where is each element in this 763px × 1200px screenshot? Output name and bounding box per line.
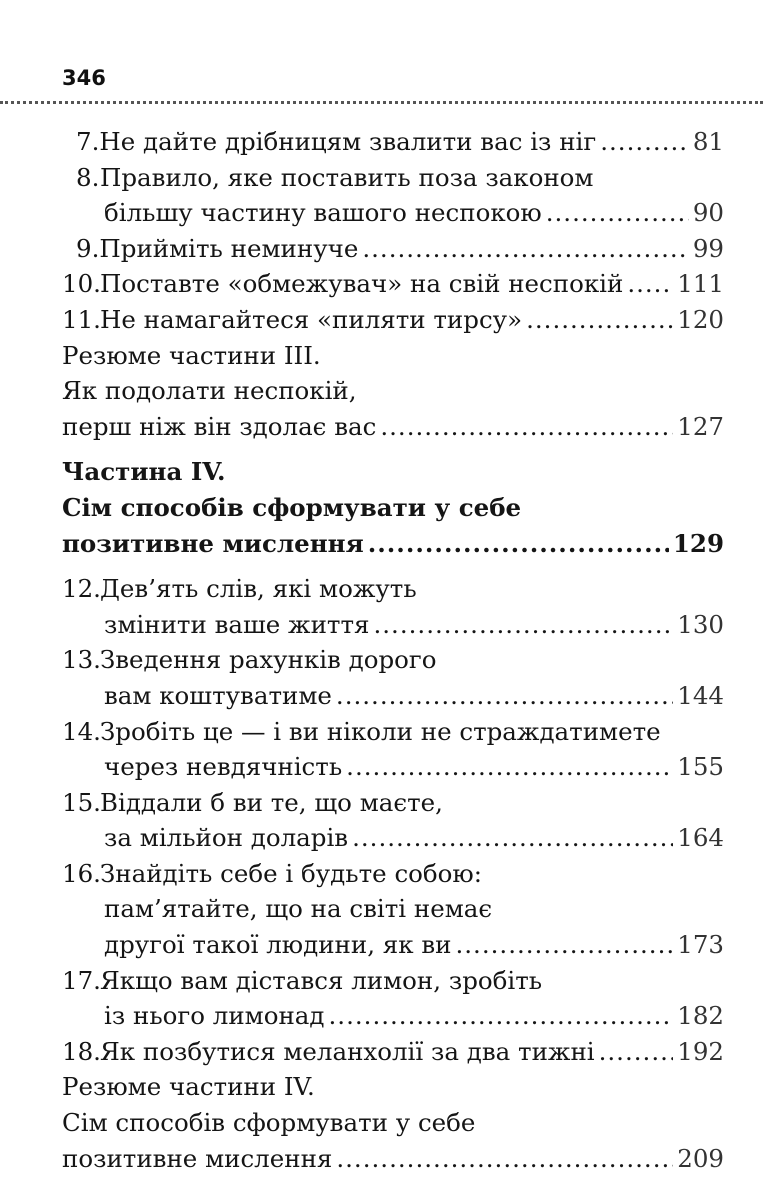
toc-entry bbox=[62, 1034, 724, 1070]
entry-page: 81 bbox=[692, 127, 724, 156]
dot-leader bbox=[455, 927, 673, 963]
part-heading bbox=[62, 454, 724, 490]
entry-title: Резюме частини IV. bbox=[62, 1072, 315, 1102]
toc-entry-continuation bbox=[62, 998, 724, 1034]
entry-page: 209 bbox=[677, 1143, 724, 1173]
toc-entry bbox=[62, 160, 724, 196]
entry-title: змінити ваше життя bbox=[104, 609, 370, 639]
part-label: Частина IV. bbox=[62, 457, 226, 487]
part-summary-title bbox=[62, 409, 724, 445]
dot-leader bbox=[600, 124, 689, 160]
entry-title: більшу частину вашого неспокою bbox=[104, 198, 542, 228]
entry-title: Не дайте дрібницям звалити вас із ніг bbox=[99, 127, 597, 156]
entry-number: 14. bbox=[62, 716, 101, 746]
toc-entry bbox=[62, 963, 724, 999]
toc-entry bbox=[62, 642, 724, 678]
dot-leader bbox=[380, 409, 673, 445]
entry-title: Як позбутися меланхолії за два тижні bbox=[100, 1036, 595, 1066]
entry-page: 155 bbox=[677, 752, 724, 782]
entry-page: 182 bbox=[677, 1001, 724, 1031]
dot-leader bbox=[336, 1141, 673, 1177]
dot-leader bbox=[346, 749, 673, 785]
entry-title: Якщо вам дістався лимон, зробіть bbox=[100, 965, 543, 995]
entry-number: 10. bbox=[62, 269, 101, 299]
dot-leader bbox=[352, 820, 673, 856]
entry-title: Дев’ять слів, які можуть bbox=[100, 574, 417, 604]
page-number: 346 bbox=[62, 66, 106, 90]
dot-leader bbox=[526, 302, 673, 338]
toc-entry bbox=[62, 785, 724, 821]
toc-entry-continuation bbox=[62, 820, 724, 856]
part-heading bbox=[62, 526, 724, 562]
entry-title: Зведення рахунків дорого bbox=[100, 645, 437, 675]
dot-leader bbox=[336, 678, 673, 714]
toc-entry-continuation bbox=[62, 195, 724, 231]
toc-entry bbox=[62, 302, 724, 338]
toc-entry bbox=[62, 124, 724, 160]
entry-page: 144 bbox=[677, 680, 724, 710]
entry-page: 173 bbox=[677, 930, 724, 960]
entry-title: Резюме частини III. bbox=[62, 340, 321, 370]
entry-title: Віддали б ви те, що маєте, bbox=[100, 787, 443, 817]
entry-title: Зробіть це — і ви ніколи не страждатимете bbox=[100, 716, 661, 746]
table-of-contents bbox=[62, 124, 724, 1176]
entry-number: 9. bbox=[76, 233, 100, 263]
entry-title: за мільйон доларів bbox=[104, 823, 349, 853]
entry-number: 11. bbox=[62, 304, 101, 334]
entry-page: 90 bbox=[692, 198, 724, 228]
toc-entry bbox=[62, 231, 724, 267]
part-summary-title bbox=[62, 1141, 724, 1177]
entry-title: Знайдіть себе і будьте собою: bbox=[100, 858, 482, 888]
entry-number: 17. bbox=[62, 965, 101, 995]
entry-title: Правило, яке поставить поза законом bbox=[100, 162, 594, 192]
header-dotted-rule bbox=[0, 101, 763, 104]
dot-leader bbox=[362, 231, 688, 267]
entry-title: Прийміть неминуче bbox=[99, 233, 359, 263]
entry-number: 15. bbox=[62, 787, 101, 817]
entry-title: пам’ятайте, що на світі немає bbox=[104, 894, 493, 924]
entry-number: 13. bbox=[62, 645, 101, 675]
dot-leader bbox=[368, 526, 669, 562]
part-title: Сім способів сформувати у себе bbox=[62, 492, 522, 522]
dot-leader bbox=[599, 1034, 674, 1070]
toc-entry-continuation bbox=[62, 607, 724, 643]
dot-leader bbox=[373, 607, 673, 643]
dot-leader bbox=[546, 195, 689, 231]
entry-page: 192 bbox=[677, 1036, 724, 1066]
entry-title: позитивне мислення bbox=[62, 1143, 333, 1173]
entry-title: вам коштуватиме bbox=[104, 680, 332, 710]
dot-leader bbox=[329, 998, 674, 1034]
entry-page: 99 bbox=[692, 233, 724, 263]
toc-entry-continuation bbox=[62, 678, 724, 714]
part-summary-title bbox=[62, 1069, 724, 1105]
toc-entry-continuation bbox=[62, 749, 724, 785]
entry-title: Сім способів сформувати у себе bbox=[62, 1108, 476, 1138]
entry-title: із нього лимонад bbox=[104, 1001, 325, 1031]
toc-entry bbox=[62, 571, 724, 607]
entry-title: через невдячність bbox=[104, 752, 343, 782]
entry-page: 129 bbox=[672, 528, 724, 558]
entry-title: Не намагайтеся «пиляти тирсу» bbox=[100, 304, 523, 334]
toc-entry-continuation bbox=[62, 927, 724, 963]
entry-number: 7. bbox=[76, 127, 100, 156]
toc-entry-continuation bbox=[62, 891, 724, 927]
entry-number: 12. bbox=[62, 574, 101, 604]
part-title: позитивне мислення bbox=[62, 528, 364, 558]
entry-number: 16. bbox=[62, 858, 101, 888]
entry-title: Як подолати неспокій, bbox=[62, 376, 357, 406]
part-summary-title bbox=[62, 1105, 724, 1141]
entry-page: 111 bbox=[677, 269, 724, 299]
toc-entry bbox=[62, 714, 724, 750]
entry-number: 18. bbox=[62, 1036, 101, 1066]
entry-page: 130 bbox=[677, 609, 724, 639]
entry-title: другої такої людини, як ви bbox=[104, 930, 452, 960]
toc-entry bbox=[62, 856, 724, 892]
entry-page: 127 bbox=[677, 411, 724, 441]
toc-entry bbox=[62, 266, 724, 302]
entry-page: 120 bbox=[677, 304, 724, 334]
entry-title: Поставте «обмежувач» на свій неспокій bbox=[100, 269, 624, 299]
entry-page: 164 bbox=[677, 823, 724, 853]
entry-title: перш ніж він здолає вас bbox=[62, 411, 377, 441]
part-heading bbox=[62, 490, 724, 526]
dot-leader bbox=[627, 266, 673, 302]
entry-number: 8. bbox=[76, 162, 100, 192]
part-summary-title bbox=[62, 373, 724, 409]
part-summary-title bbox=[62, 338, 724, 374]
